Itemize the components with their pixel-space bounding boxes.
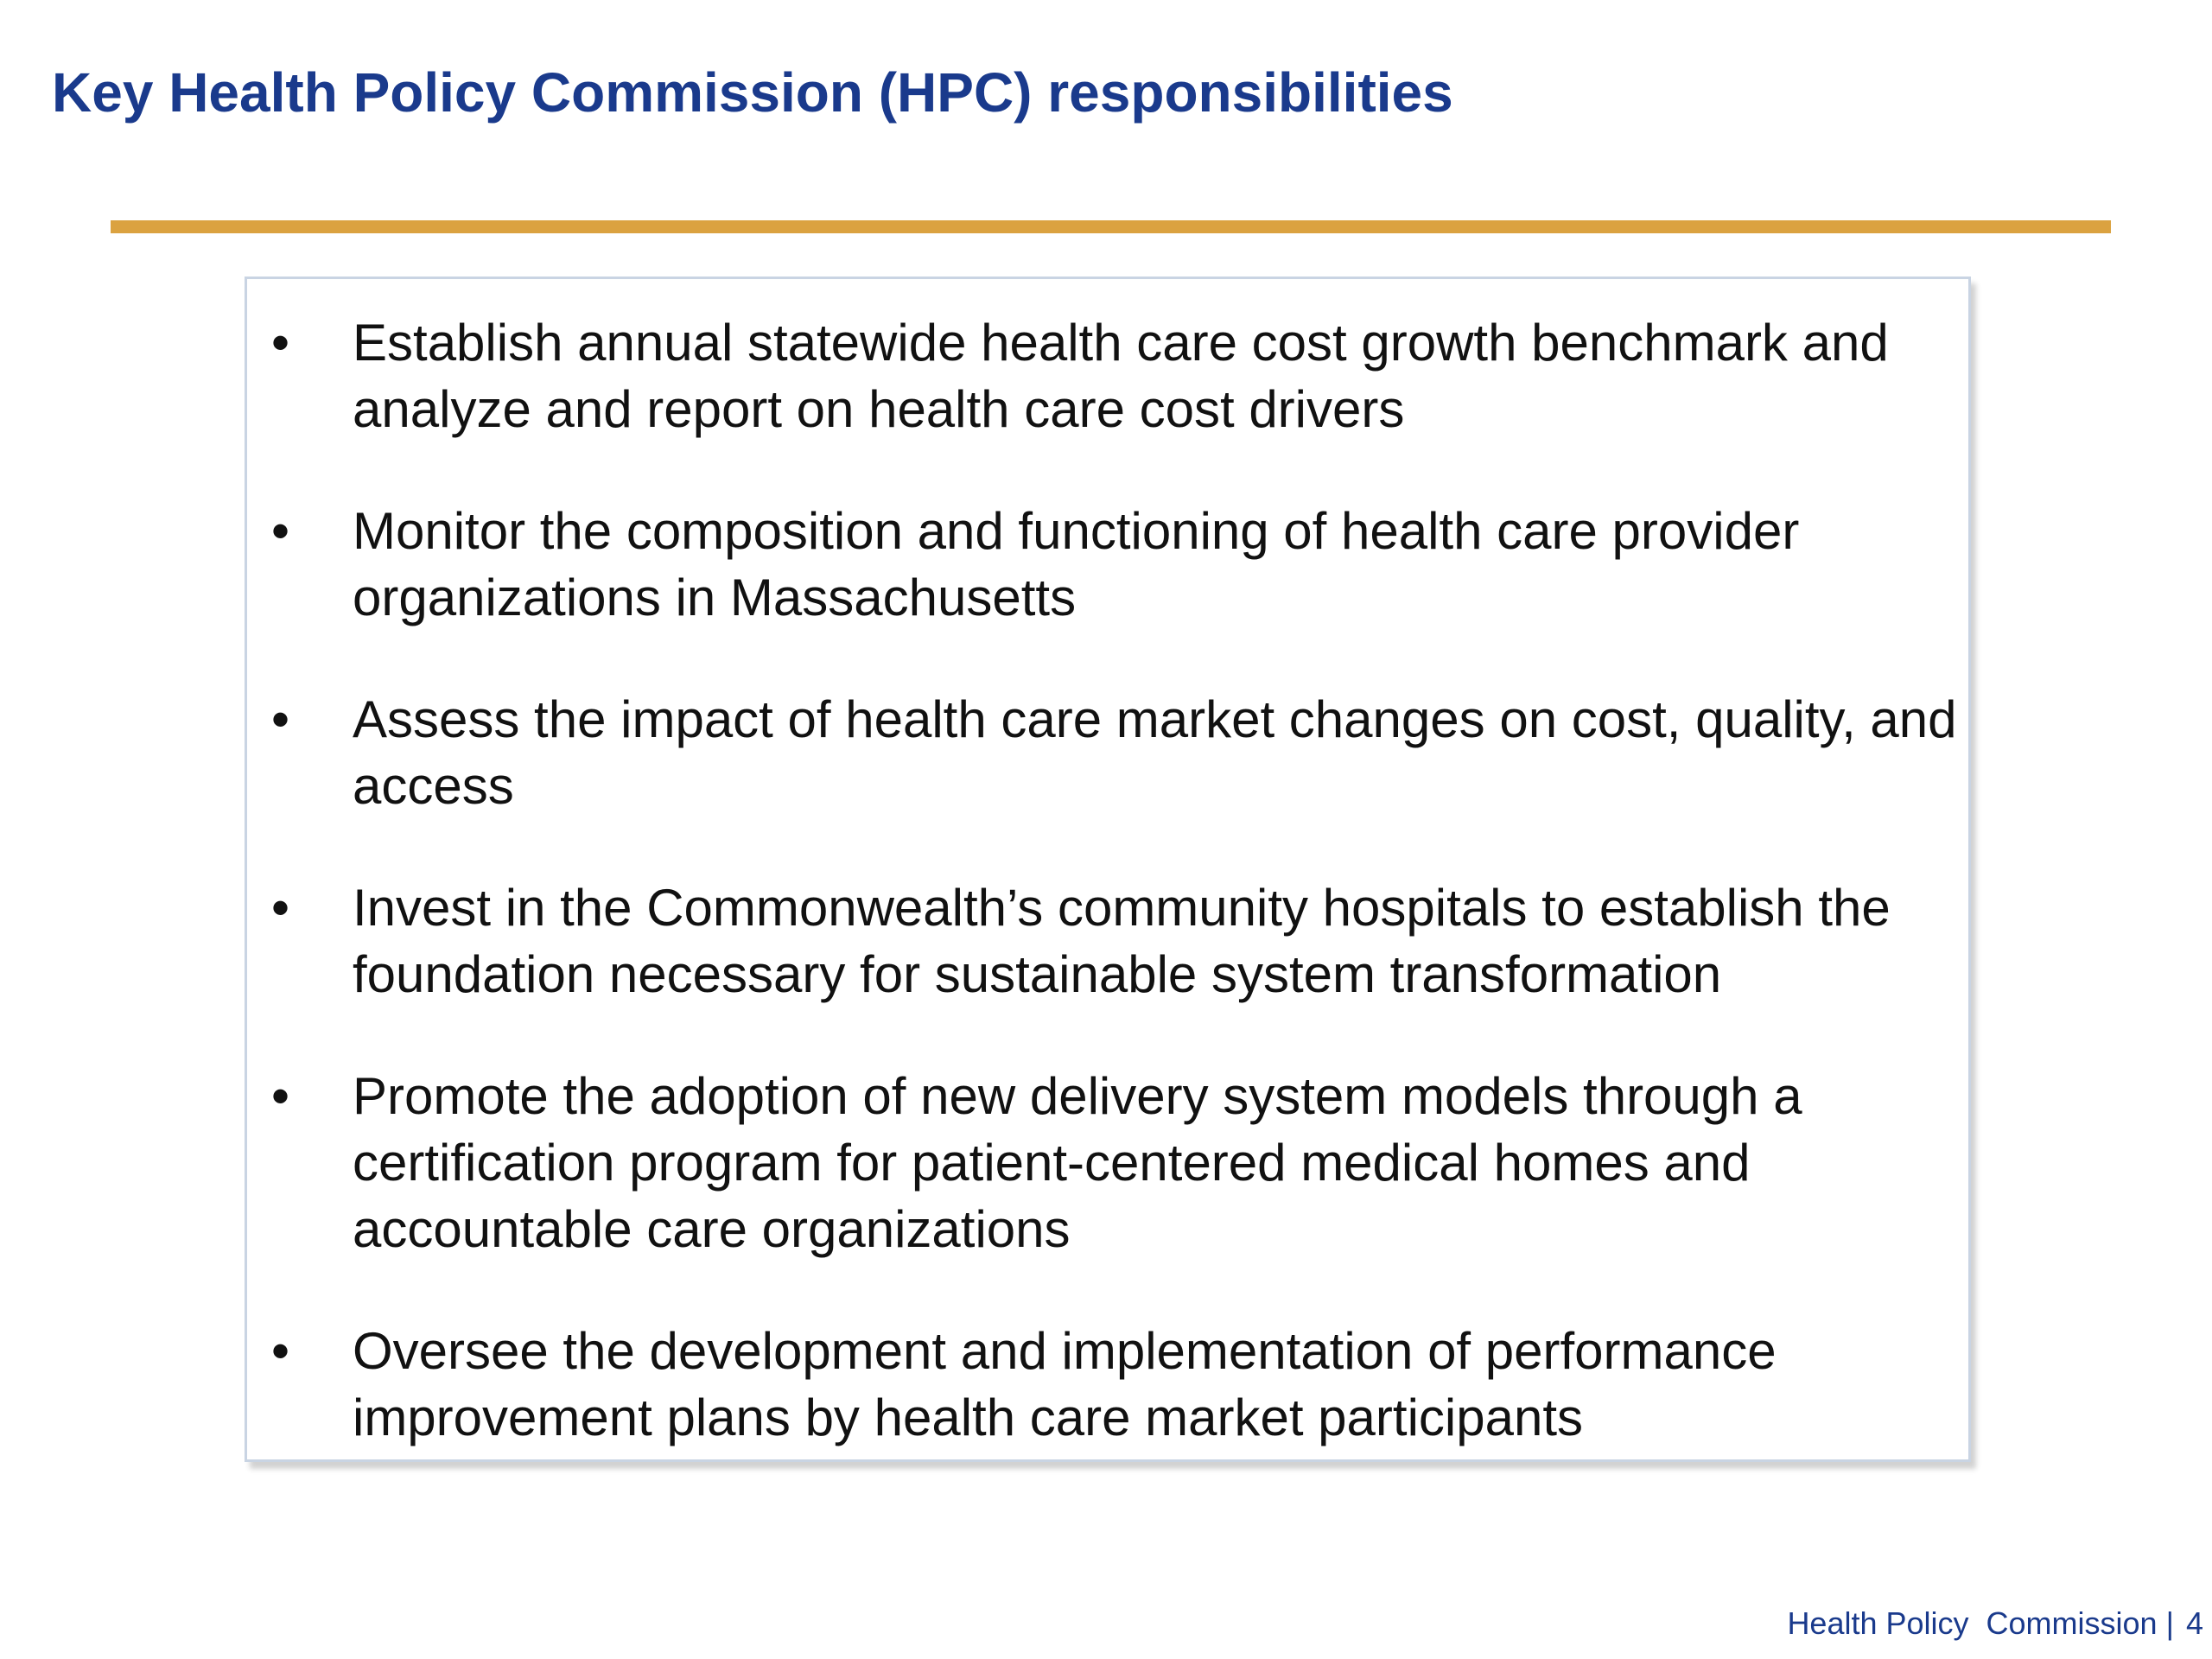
bullet-icon: •	[271, 314, 290, 372]
bullet-icon: •	[271, 502, 290, 560]
footer-separator: |	[2165, 1605, 2174, 1641]
bullet-text: Invest in the Commonwealth’s community hospitals to establish the foundation necessary for sustainable system transformation	[353, 879, 1891, 1003]
title-divider	[111, 220, 2111, 233]
bullet-icon: •	[271, 1067, 290, 1125]
footer-org: Health Policy Commission	[1787, 1605, 2158, 1641]
responsibilities-box	[245, 276, 1971, 1462]
bullet-icon: •	[271, 879, 290, 937]
bullet-text: Monitor the composition and functioning of health care provider organizations in Massachusetts	[353, 502, 1800, 626]
bullet-icon: •	[271, 690, 290, 748]
bullet-text: Promote the adoption of new delivery system models through a certification program for patient-centered medical homes and accountable care organizations	[353, 1067, 1802, 1258]
slide-title: Key Health Policy Commission (HPC) responsibilities	[52, 61, 1453, 124]
bullet-icon: •	[271, 1322, 290, 1380]
bullet-text: Establish annual statewide health care cost growth benchmark and analyze and report on health care cost drivers	[353, 314, 1889, 438]
page-number: 4	[2185, 1605, 2203, 1641]
bullet-text: Assess the impact of health care market changes on cost, quality, and access	[353, 690, 1957, 815]
bullet-text: Oversee the development and implementation of performance improvement plans by health care market participants	[353, 1322, 1777, 1446]
footer	[1787, 1605, 2203, 1642]
